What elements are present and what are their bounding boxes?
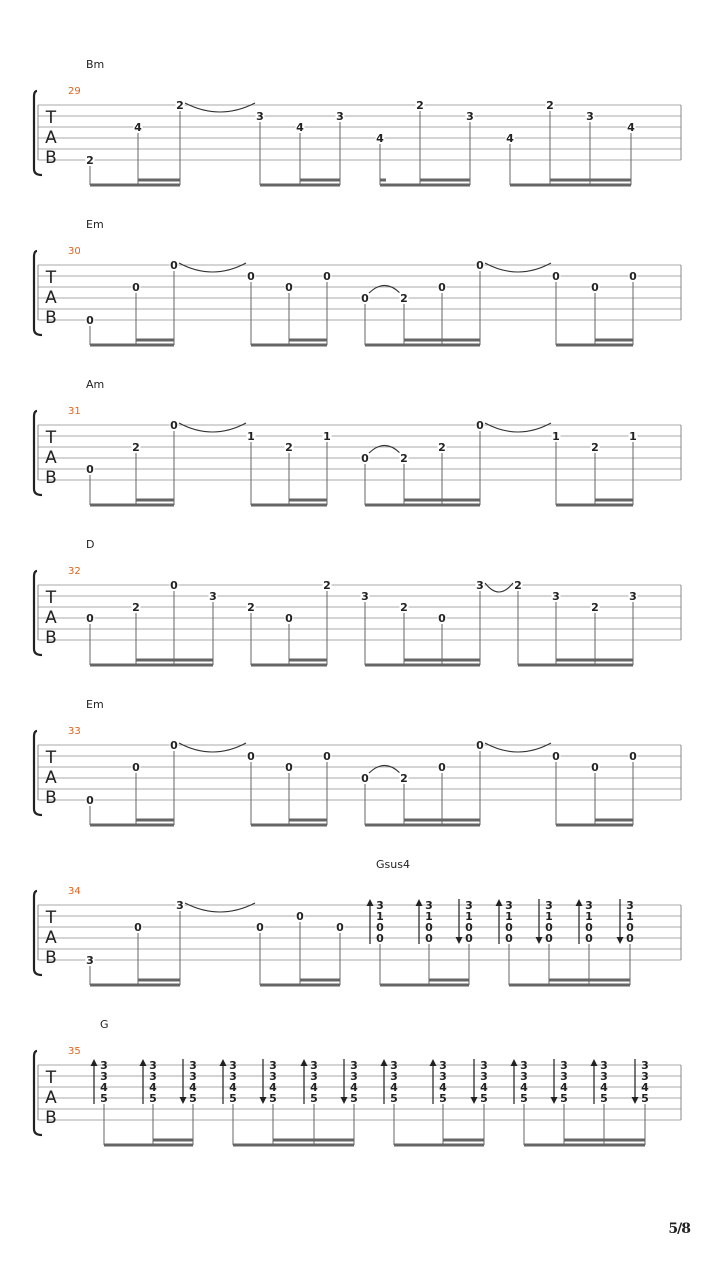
fret-number: 0: [591, 761, 599, 774]
strum-down-arrowhead: [260, 1097, 267, 1104]
chord-fret-number: 3: [189, 1059, 197, 1072]
beam-sixteenth: [404, 819, 480, 822]
beam: [90, 824, 174, 827]
beam-sixteenth: [289, 499, 327, 502]
chord-fret-number: 3: [310, 1059, 318, 1072]
chord-fret-number: 0: [585, 932, 593, 945]
chord-fret-number: 3: [390, 1059, 398, 1072]
chord-fret-number: 4: [149, 1081, 157, 1094]
tab-clef-letter: A: [45, 928, 57, 948]
beam-sixteenth: [136, 499, 174, 502]
beam-sixteenth: [549, 979, 630, 982]
chord-fret-number: 3: [641, 1059, 649, 1072]
beam: [251, 664, 327, 667]
chord-fret-number: 4: [390, 1081, 398, 1094]
chord-fret-number: 0: [425, 932, 433, 945]
measure-number: 35: [68, 1046, 81, 1057]
strum-up-arrowhead: [91, 1059, 98, 1066]
fret-number: 4: [296, 121, 304, 134]
fret-number: 2: [400, 452, 408, 465]
chord-fret-number: 3: [350, 1059, 358, 1072]
chord-fret-number: 3: [600, 1070, 608, 1083]
chord-fret-number: 3: [439, 1059, 447, 1072]
fret-number: 2: [285, 441, 293, 454]
beam-sixteenth: [556, 659, 633, 662]
chord-fret-number: 5: [560, 1092, 568, 1105]
fret-number: 0: [170, 259, 178, 272]
fret-number: 0: [629, 750, 637, 763]
chord-fret-number: 5: [390, 1092, 398, 1105]
chord-fret-number: 4: [480, 1081, 488, 1094]
tab-clef-letter: A: [45, 608, 57, 628]
beam: [251, 824, 327, 827]
beam: [365, 664, 480, 667]
beam-sixteenth: [429, 979, 469, 982]
chord-fret-number: 3: [310, 1070, 318, 1083]
fret-number: 0: [285, 761, 293, 774]
chord-fret-number: 0: [626, 932, 634, 945]
fret-number: 2: [400, 601, 408, 614]
strum-down-arrowhead: [180, 1097, 187, 1104]
beam-sixteenth: [153, 1139, 193, 1142]
chord-fret-number: 3: [520, 1070, 528, 1083]
tie-arc: [485, 583, 513, 592]
chord-fret-number: 3: [229, 1070, 237, 1083]
fret-number: 0: [552, 270, 560, 283]
chord-fret-number: 3: [100, 1059, 108, 1072]
beam: [251, 504, 327, 507]
fret-number: 0: [170, 739, 178, 752]
beam-sixteenth: [138, 179, 180, 182]
chord-fret-number: 3: [560, 1059, 568, 1072]
fret-number: 3: [466, 110, 474, 123]
beam: [365, 344, 480, 347]
fret-number: 4: [134, 121, 142, 134]
chord-fret-number: 4: [600, 1081, 608, 1094]
chord-fret-number: 3: [560, 1070, 568, 1083]
beam-sixteenth: [564, 1139, 645, 1142]
chord-fret-number: 3: [439, 1070, 447, 1083]
chord-fret-number: 0: [425, 921, 433, 934]
chord-fret-number: 4: [560, 1081, 568, 1094]
chord-fret-number: 3: [465, 899, 473, 912]
beam-sixteenth: [300, 979, 340, 982]
fret-number: 2: [546, 99, 554, 112]
fret-number: 0: [438, 761, 446, 774]
tie-arc: [185, 103, 255, 112]
fret-number: 0: [476, 419, 484, 432]
chord-fret-number: 5: [520, 1092, 528, 1105]
beam: [365, 824, 480, 827]
beam-sixteenth: [595, 819, 633, 822]
fret-number: 2: [400, 772, 408, 785]
fret-number: 0: [86, 794, 94, 807]
fret-number: 0: [132, 281, 140, 294]
fret-number: 0: [256, 921, 264, 934]
strum-up-arrowhead: [496, 899, 503, 906]
strum-up-arrowhead: [416, 899, 423, 906]
fret-number: 3: [86, 954, 94, 967]
strum-down-arrowhead: [551, 1097, 558, 1104]
chord-fret-number: 0: [585, 921, 593, 934]
fret-number: 2: [86, 154, 94, 167]
chord-fret-number: 3: [585, 899, 593, 912]
chord-fret-number: 5: [229, 1092, 237, 1105]
beam: [365, 504, 480, 507]
beam-sixteenth: [138, 979, 180, 982]
beam-stub: [380, 179, 386, 182]
fret-number: 0: [552, 750, 560, 763]
chord-name: Em: [86, 698, 104, 711]
fret-number: 4: [376, 132, 384, 145]
chord-fret-number: 0: [465, 932, 473, 945]
strum-down-arrowhead: [456, 937, 463, 944]
fret-number: 1: [552, 430, 560, 443]
strum-up-arrowhead: [511, 1059, 518, 1066]
tab-clef-letter: B: [45, 948, 57, 968]
beam-sixteenth: [404, 339, 480, 342]
fret-number: 3: [361, 590, 369, 603]
measure-number: 34: [68, 886, 81, 897]
chord-fret-number: 3: [425, 899, 433, 912]
chord-fret-number: 3: [641, 1070, 649, 1083]
beam-stub: [464, 179, 470, 182]
fret-number: 0: [296, 910, 304, 923]
fret-number: 0: [285, 612, 293, 625]
beam-sixteenth: [420, 179, 470, 182]
chord-fret-number: 3: [480, 1070, 488, 1083]
chord-fret-number: 0: [376, 932, 384, 945]
tab-clef-letter: A: [45, 448, 57, 468]
beam: [233, 1144, 354, 1147]
fret-number: 0: [86, 463, 94, 476]
fret-number: 0: [170, 579, 178, 592]
tab-clef-letter: T: [45, 428, 57, 448]
beam-sixteenth: [300, 179, 340, 182]
tab-clef-letter: B: [45, 468, 57, 488]
beam-sixteenth: [443, 1139, 484, 1142]
fret-number: 2: [591, 601, 599, 614]
strum-down-arrowhead: [632, 1097, 639, 1104]
tab-clef-letter: T: [45, 748, 57, 768]
fret-number: 0: [361, 292, 369, 305]
strum-up-arrowhead: [576, 899, 583, 906]
chord-fret-number: 5: [480, 1092, 488, 1105]
chord-fret-number: 3: [626, 899, 634, 912]
fret-number: 0: [134, 921, 142, 934]
fret-number: 0: [86, 314, 94, 327]
strum-up-arrowhead: [430, 1059, 437, 1066]
tab-clef-letter: A: [45, 1088, 57, 1108]
chord-fret-number: 5: [350, 1092, 358, 1105]
fret-number: 0: [336, 921, 344, 934]
beam-sixteenth: [289, 819, 327, 822]
chord-fret-number: 4: [520, 1081, 528, 1094]
fret-number: 0: [86, 612, 94, 625]
chord-fret-number: 5: [149, 1092, 157, 1105]
strum-down-arrowhead: [536, 937, 543, 944]
chord-fret-number: 4: [310, 1081, 318, 1094]
fret-number: 0: [132, 761, 140, 774]
beam: [556, 344, 633, 347]
chord-fret-number: 4: [189, 1081, 197, 1094]
chord-fret-number: 3: [350, 1070, 358, 1083]
beam: [524, 1144, 645, 1147]
chord-fret-number: 3: [376, 899, 384, 912]
chord-fret-number: 4: [269, 1081, 277, 1094]
fret-number: 0: [438, 612, 446, 625]
beam: [90, 984, 180, 987]
fret-number: 2: [176, 99, 184, 112]
fret-number: 2: [514, 579, 522, 592]
chord-fret-number: 5: [189, 1092, 197, 1105]
tie-arc: [179, 423, 246, 432]
chord-fret-number: 4: [641, 1081, 649, 1094]
chord-fret-number: 0: [376, 921, 384, 934]
chord-fret-number: 3: [269, 1070, 277, 1083]
fret-number: 0: [323, 750, 331, 763]
fret-number: 3: [586, 110, 594, 123]
tab-clef-letter: A: [45, 128, 57, 148]
beam-sixteenth: [136, 659, 213, 662]
chord-fret-number: 3: [545, 899, 553, 912]
beam: [510, 184, 631, 187]
fret-number: 3: [176, 899, 184, 912]
fret-number: 2: [132, 441, 140, 454]
chord-fret-number: 1: [505, 910, 513, 923]
chord-name: Am: [86, 378, 105, 391]
measure-number: 32: [68, 566, 81, 577]
chord-fret-number: 3: [189, 1070, 197, 1083]
strum-up-arrowhead: [301, 1059, 308, 1066]
chord-fret-number: 1: [425, 910, 433, 923]
chord-fret-number: 3: [390, 1070, 398, 1083]
chord-fret-number: 5: [439, 1092, 447, 1105]
fret-number: 3: [629, 590, 637, 603]
strum-down-arrowhead: [341, 1097, 348, 1104]
beam-sixteenth: [404, 499, 480, 502]
chord-fret-number: 1: [376, 910, 384, 923]
beam: [556, 824, 633, 827]
tab-clef-letter: B: [45, 148, 57, 168]
chord-fret-number: 3: [520, 1059, 528, 1072]
fret-number: 2: [247, 601, 255, 614]
chord-fret-number: 3: [149, 1070, 157, 1083]
beam: [260, 184, 340, 187]
fret-number: 2: [132, 601, 140, 614]
chord-name: G: [100, 1018, 109, 1031]
chord-name: Em: [86, 218, 104, 231]
chord-fret-number: 0: [505, 921, 513, 934]
strum-up-arrowhead: [591, 1059, 598, 1066]
measure-number: 30: [68, 246, 81, 257]
tie-arc: [179, 743, 246, 752]
beam: [509, 984, 630, 987]
chord-fret-number: 1: [465, 910, 473, 923]
strum-up-arrowhead: [367, 899, 374, 906]
fret-number: 3: [209, 590, 217, 603]
beam: [380, 184, 470, 187]
tab-clef-letter: B: [45, 628, 57, 648]
chord-name: D: [86, 538, 95, 551]
fret-number: 0: [285, 281, 293, 294]
page-number: 5/8: [668, 1221, 690, 1237]
fret-number: 0: [170, 419, 178, 432]
tab-clef-letter: B: [45, 788, 57, 808]
chord-fret-number: 5: [269, 1092, 277, 1105]
beam: [260, 984, 340, 987]
tie-arc: [485, 743, 551, 752]
chord-fret-number: 0: [626, 921, 634, 934]
chord-fret-number: 0: [545, 921, 553, 934]
chord-fret-number: 3: [149, 1059, 157, 1072]
fret-number: 2: [323, 579, 331, 592]
fret-number: 2: [591, 441, 599, 454]
chord-fret-number: 4: [100, 1081, 108, 1094]
tab-clef-letter: T: [45, 908, 57, 928]
chord-fret-number: 5: [641, 1092, 649, 1105]
tie-arc: [485, 263, 551, 272]
tab-clef-letter: T: [45, 588, 57, 608]
beam-sixteenth: [136, 339, 174, 342]
chord-fret-number: 1: [585, 910, 593, 923]
fret-number: 2: [400, 292, 408, 305]
beam-sixteenth: [550, 179, 631, 182]
chord-fret-number: 5: [600, 1092, 608, 1105]
strum-up-arrowhead: [220, 1059, 227, 1066]
measure-number: 33: [68, 726, 81, 737]
beam: [251, 344, 327, 347]
beam: [380, 984, 469, 987]
fret-number: 0: [438, 281, 446, 294]
fret-number: 3: [256, 110, 264, 123]
chord-fret-number: 0: [465, 921, 473, 934]
beam: [90, 504, 174, 507]
strum-up-arrowhead: [140, 1059, 147, 1066]
fret-number: 0: [247, 750, 255, 763]
chord-fret-number: 1: [626, 910, 634, 923]
beam: [518, 664, 633, 667]
fret-number: 0: [247, 270, 255, 283]
tab-clef-letter: B: [45, 308, 57, 328]
chord-fret-number: 3: [505, 899, 513, 912]
tab-clef-letter: T: [45, 268, 57, 288]
fret-number: 4: [506, 132, 514, 145]
beam: [90, 344, 174, 347]
fret-number: 3: [476, 579, 484, 592]
tie-arc: [485, 423, 551, 432]
tab-clef-letter: B: [45, 1108, 57, 1128]
measure-number: 31: [68, 406, 81, 417]
tie-arc: [185, 903, 255, 912]
beam-sixteenth: [136, 819, 174, 822]
beam: [394, 1144, 484, 1147]
chord-fret-number: 3: [600, 1059, 608, 1072]
chord-fret-number: 5: [310, 1092, 318, 1105]
chord-fret-number: 4: [439, 1081, 447, 1094]
chord-fret-number: 4: [229, 1081, 237, 1094]
chord-name: Bm: [86, 58, 105, 71]
tab-clef-letter: T: [45, 108, 57, 128]
beam: [90, 184, 180, 187]
fret-number: 1: [247, 430, 255, 443]
fret-number: 1: [323, 430, 331, 443]
chord-fret-number: 3: [229, 1059, 237, 1072]
beam-sixteenth: [273, 1139, 354, 1142]
fret-number: 2: [438, 441, 446, 454]
chord-fret-number: 1: [545, 910, 553, 923]
strum-down-arrowhead: [471, 1097, 478, 1104]
fret-number: 1: [629, 430, 637, 443]
chord-fret-number: 3: [269, 1059, 277, 1072]
chord-fret-number: 3: [480, 1059, 488, 1072]
fret-number: 2: [416, 99, 424, 112]
fret-number: 0: [591, 281, 599, 294]
fret-number: 4: [627, 121, 635, 134]
chord-fret-number: 5: [100, 1092, 108, 1105]
fret-number: 3: [552, 590, 560, 603]
fret-number: 0: [476, 739, 484, 752]
chord-fret-number: 0: [505, 932, 513, 945]
measure-number: 29: [68, 86, 81, 97]
beam-sixteenth: [595, 339, 633, 342]
beam-sixteenth: [289, 339, 327, 342]
fret-number: 0: [361, 772, 369, 785]
chord-name: Gsus4: [376, 858, 410, 871]
beam-sixteenth: [289, 659, 327, 662]
chord-fret-number: 0: [545, 932, 553, 945]
beam-sixteenth: [595, 499, 633, 502]
tab-clef-letter: A: [45, 288, 57, 308]
chord-fret-number: 3: [100, 1070, 108, 1083]
fret-number: 3: [336, 110, 344, 123]
chord-fret-number: 4: [350, 1081, 358, 1094]
fret-number: 0: [323, 270, 331, 283]
strum-up-arrowhead: [381, 1059, 388, 1066]
fret-number: 0: [629, 270, 637, 283]
fret-number: 0: [361, 452, 369, 465]
beam: [104, 1144, 193, 1147]
tie-arc: [179, 263, 246, 272]
beam-sixteenth: [404, 659, 480, 662]
tab-clef-letter: T: [45, 1068, 57, 1088]
tab-clef-letter: A: [45, 768, 57, 788]
strum-down-arrowhead: [617, 937, 624, 944]
beam: [556, 504, 633, 507]
fret-number: 0: [476, 259, 484, 272]
beam: [90, 664, 213, 667]
